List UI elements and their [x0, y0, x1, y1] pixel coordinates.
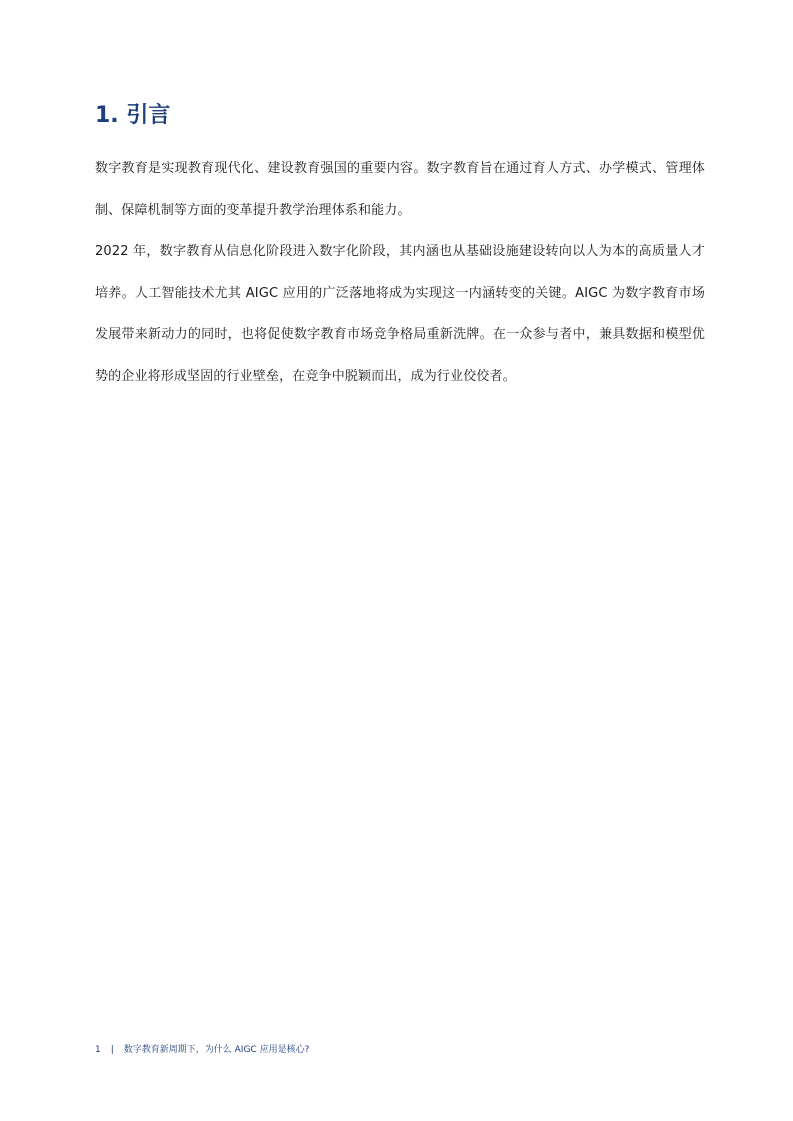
page-number: 1 — [95, 1045, 101, 1055]
section-heading: 1. 引言 — [95, 103, 171, 128]
paragraph: 2022 年，数字教育从信息化阶段进入数字化阶段，其内涵也从基础设施建设转向以人为本的高质量人才培养。人工智能技术尤其 AIGC 应用的广泛落地将成为实现这一内涵转变的关键。AIGC 为数字教育市场发展带来新动力的同时，也将促使数字教育市场竞争格局重新洗牌。在一众参与者中，兼具数据和模型优势的企业将形成坚固的行业壁垒，在竞争中脱颖而出，成为行业佼佼者。 — [95, 244, 705, 384]
paragraph: 数字教育是实现教育现代化、建设教育强国的重要内容。数字教育旨在通过育人方式、办学模式、管理体制、保障机制等方面的变革提升教学治理体系和能力。 — [95, 161, 705, 218]
section-body — [95, 148, 705, 397]
footer-separator: | — [110, 1045, 114, 1055]
page-footer — [95, 1043, 309, 1057]
footer-title: 数字教育新周期下，为什么 AIGC 应用是核心? — [123, 1045, 310, 1055]
